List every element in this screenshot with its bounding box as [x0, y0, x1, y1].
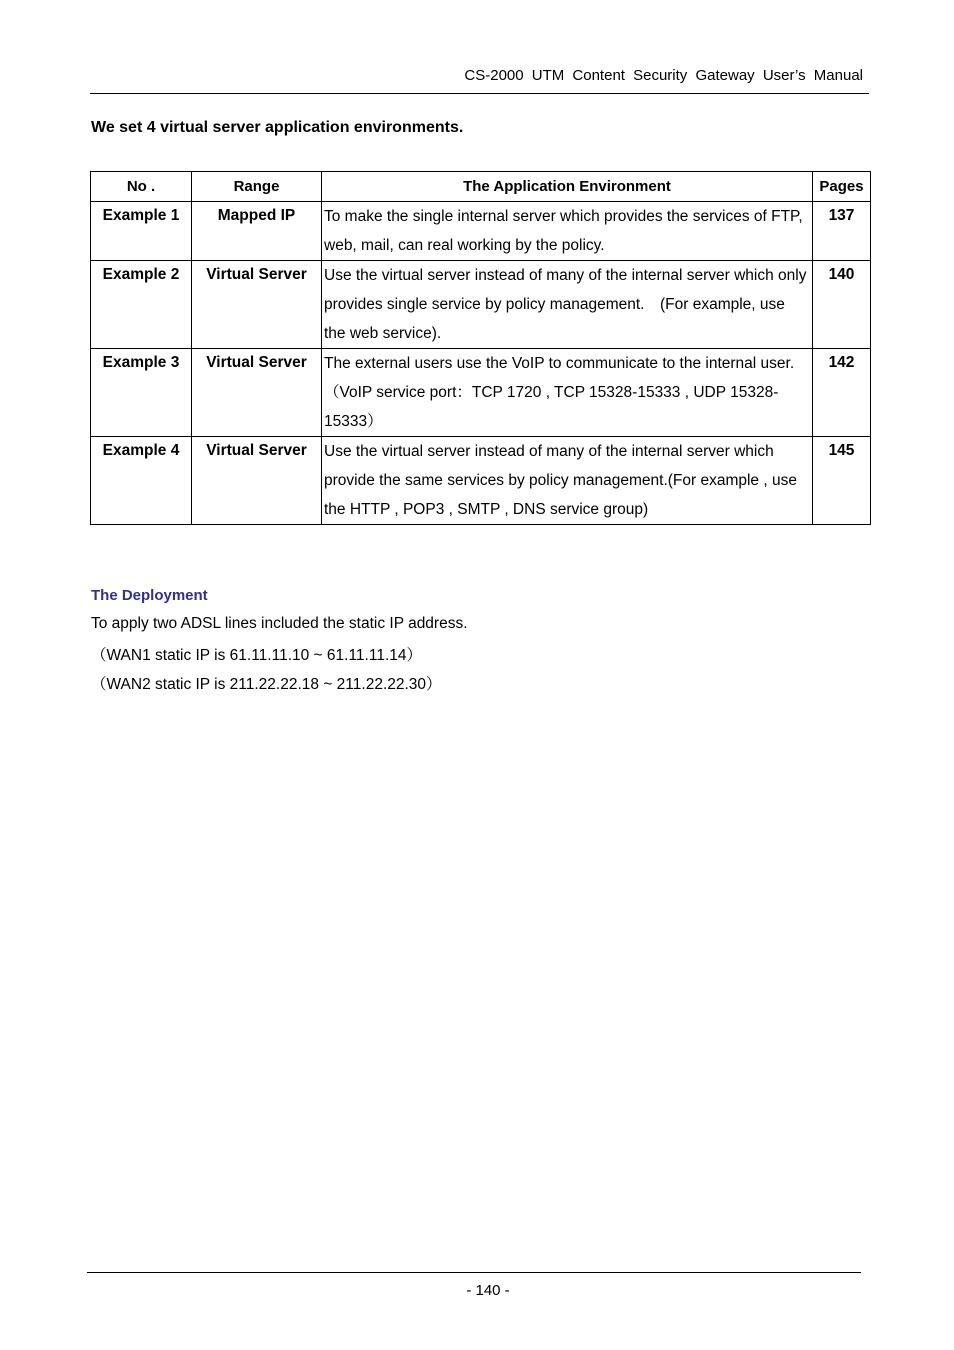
header-pages: Pages — [813, 172, 871, 202]
cell-no: Example 2 — [91, 261, 192, 349]
cell-page: 142 — [813, 349, 871, 437]
environment-table — [90, 171, 871, 525]
cell-no: Example 4 — [91, 437, 192, 525]
cell-range: Virtual Server — [192, 437, 322, 525]
footer-divider — [87, 1272, 861, 1273]
cell-page: 140 — [813, 261, 871, 349]
table-row — [91, 261, 871, 349]
table-row — [91, 349, 871, 437]
cell-environment: Use the virtual server instead of many of the internal server which provide the same services by policy management.(For example , use the HTTP , POP3 , SMTP , DNS service group) — [322, 437, 813, 525]
cell-no: Example 3 — [91, 349, 192, 437]
header-divider — [90, 93, 869, 94]
header-range: Range — [192, 172, 322, 202]
deployment-line: （WAN1 static IP is 61.11.11.10 ~ 61.11.11.14） — [91, 647, 422, 664]
page-number: - 140 - — [466, 1282, 510, 1299]
intro-heading: We set 4 virtual server application environments. — [91, 119, 464, 136]
section-title-deployment: The Deployment — [91, 587, 208, 604]
cell-environment: Use the virtual server instead of many of the internal server which only provides single service by policy management. (For example, use the web service). — [322, 261, 813, 349]
deployment-line: （WAN2 static IP is 211.22.22.18 ~ 211.22.22.30） — [91, 676, 442, 693]
cell-range: Mapped IP — [192, 202, 322, 261]
cell-range: Virtual Server — [192, 261, 322, 349]
table-row — [91, 437, 871, 525]
deployment-line: To apply two ADSL lines included the static IP address. — [91, 615, 468, 632]
cell-range: Virtual Server — [192, 349, 322, 437]
cell-no: Example 1 — [91, 202, 192, 261]
header-environment: The Application Environment — [322, 172, 813, 202]
header-no: No . — [91, 172, 192, 202]
running-header: CS-2000 UTM Content Security Gateway User’s Manual — [464, 67, 863, 84]
cell-page: 145 — [813, 437, 871, 525]
cell-page: 137 — [813, 202, 871, 261]
cell-environment: To make the single internal server which provides the services of FTP, web, mail, can real working by the policy. — [322, 202, 813, 261]
table-header-row — [91, 172, 871, 202]
cell-environment: The external users use the VoIP to communicate to the internal user.（VoIP service port：TCP 1720 , TCP 15328-15333 , UDP 15328-15333） — [322, 349, 813, 437]
table-row — [91, 202, 871, 261]
